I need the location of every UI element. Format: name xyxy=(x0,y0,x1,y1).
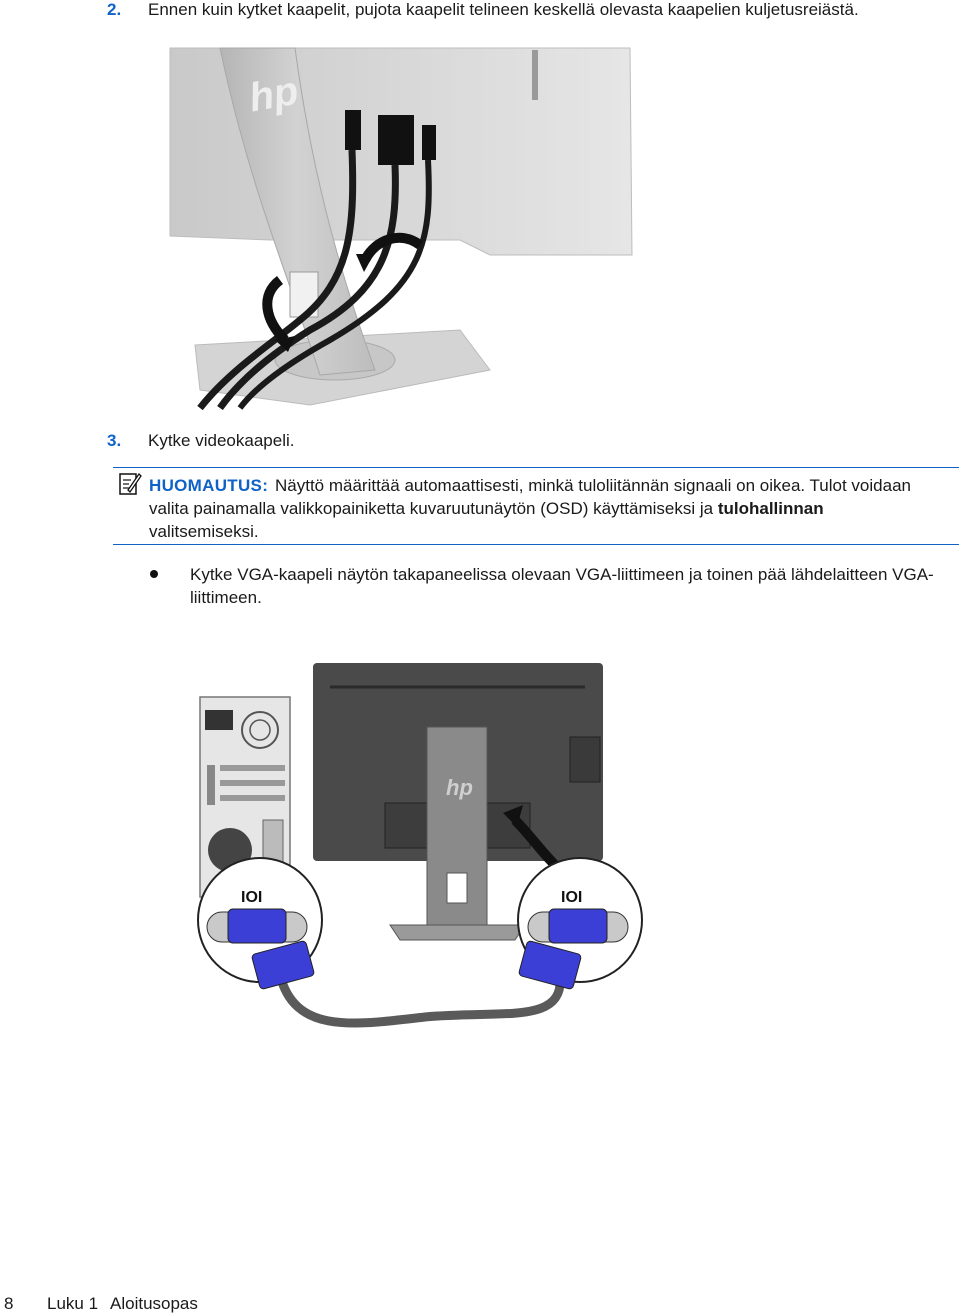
bullet-line-2: liittimeen. xyxy=(190,588,262,607)
step-3-number: 3. xyxy=(107,431,122,450)
hp-logo-icon: hp xyxy=(245,68,302,121)
footer-chapter: Luku 1 xyxy=(47,1294,99,1313)
note-line-2 xyxy=(149,497,824,520)
vga-port-icon-2: IOI xyxy=(561,889,583,906)
note-line-2-plain: valita painamalla valikkopainiketta kuvaruutunäytön (OSD) käyttämiseksi ja xyxy=(149,499,718,518)
bullet-line-1: Kytke VGA-kaapeli näytön takapaneelissa olevaan VGA-liittimeen ja toinen pää lähdelaitteen VGA- xyxy=(190,565,934,584)
page-number: 8 xyxy=(4,1294,14,1313)
footer-chapter-title: Aloitusopas xyxy=(110,1294,198,1313)
step-3-text: Kytke videokaapeli. xyxy=(148,431,295,450)
cable-routing-figure xyxy=(160,40,640,410)
note-bottom-rule xyxy=(113,544,959,545)
note-top-rule xyxy=(113,467,959,468)
monitor-hp-logo-icon: hp xyxy=(446,775,473,800)
note-line-3: valitsemiseksi. xyxy=(149,522,259,541)
vga-port-icon: IOI xyxy=(241,889,263,906)
note-line-1: Näyttö määrittää automaattisesti, minkä tuloliitännän signaali on oikea. Tulot voidaan xyxy=(275,476,911,495)
step-2-text: Ennen kuin kytket kaapelit, pujota kaapelit telineen keskellä olevasta kaapelien kuljetusreiästä. xyxy=(148,0,859,19)
bullet-dot xyxy=(150,570,158,578)
note-pencil-icon xyxy=(118,470,142,496)
step-2-number: 2. xyxy=(107,0,122,19)
note-label: HUOMAUTUS: xyxy=(149,476,269,495)
vga-connection-figure xyxy=(185,655,655,1035)
note-line-2-bold: tulohallinnan xyxy=(717,499,824,518)
